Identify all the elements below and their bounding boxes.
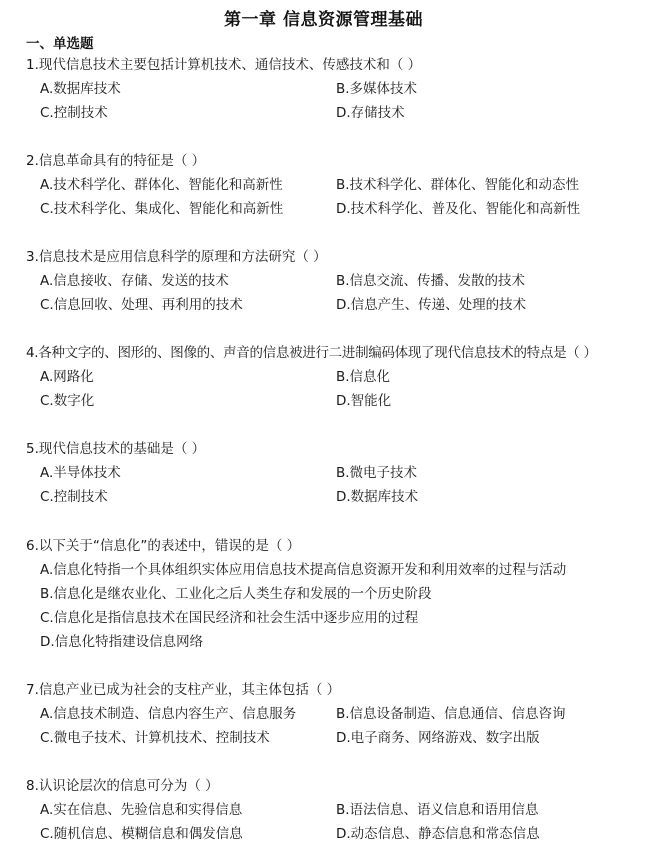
option-b: B.信息设备制造、信息通信、信息咨询	[336, 706, 566, 722]
option-a: A.信息接收、存储、发送的技术	[40, 273, 229, 289]
options	[26, 702, 641, 750]
option-d: D.数据库技术	[336, 489, 419, 505]
question-stem: 4.各种文字的、图形的、图像的、声音的信息被进行二进制编码体现了现代信息技术的特点是（ ）	[26, 345, 597, 361]
option-c: C.数字化	[40, 393, 95, 409]
option-a: A.网路化	[40, 369, 94, 385]
option-d: D.智能化	[336, 393, 392, 409]
option-b: B.语法信息、语义信息和语用信息	[336, 802, 539, 818]
option-c: C.信息化是指信息技术在国民经济和社会生活中逐步应用的过程	[40, 610, 419, 626]
option-a: A.数据库技术	[40, 81, 121, 97]
options	[26, 173, 641, 221]
option-c: C.控制技术	[40, 489, 108, 505]
option-c: C.技术科学化、集成化、智能化和高新性	[40, 201, 284, 217]
question-4	[26, 341, 641, 413]
question-stem: 5.现代信息技术的基础是（ ）	[26, 441, 206, 457]
option-a: A.信息化特指一个具体组织实体应用信息技术提高信息资源开发和利用效率的过程与活动	[40, 562, 567, 578]
option-b: B.多媒体技术	[336, 81, 418, 97]
option-b: B.技术科学化、群体化、智能化和动态性	[336, 177, 580, 193]
option-d: D.信息产生、传递、处理的技术	[336, 297, 527, 313]
options	[26, 269, 641, 317]
option-d: D.技术科学化、普及化、智能化和高新性	[336, 201, 581, 217]
option-d: D.动态信息、静态信息和常态信息	[336, 826, 540, 842]
options	[26, 365, 641, 413]
question-stem: 6.以下关于“信息化”的表述中，错误的是（ ）	[26, 538, 301, 554]
question-3	[26, 245, 641, 317]
option-d: D.信息化特指建设信息网络	[40, 634, 204, 650]
chapter-title: 第一章 信息资源管理基础	[224, 10, 423, 30]
question-stem: 7.信息产业已成为社会的支柱产业，其主体包括（ ）	[26, 682, 341, 698]
option-a: A.实在信息、先验信息和实得信息	[40, 802, 243, 818]
option-c: C.微电子技术、计算机技术、控制技术	[40, 730, 270, 746]
question-7	[26, 678, 641, 750]
option-b: B.微电子技术	[336, 465, 418, 481]
option-a: A.半导体技术	[40, 465, 121, 481]
option-b: B.信息化是继农业化、工业化之后人类生存和发展的一个历史阶段	[40, 586, 432, 602]
option-c: C.控制技术	[40, 105, 108, 121]
option-b: B.信息交流、传播、发散的技术	[336, 273, 526, 289]
question-stem: 8.认识论层次的信息可分为（ ）	[26, 778, 219, 794]
question-stem: 1.现代信息技术主要包括计算机技术、通信技术、传感技术和（ ）	[26, 57, 422, 73]
option-c: C.随机信息、模糊信息和偶发信息	[40, 826, 243, 842]
option-d: D.存储技术	[336, 105, 405, 121]
option-b: B.信息化	[336, 369, 391, 385]
question-8	[26, 774, 641, 846]
option-d: D.电子商务、网络游戏、数字出版	[336, 730, 540, 746]
question-1	[26, 53, 641, 125]
question-6	[26, 534, 641, 654]
question-2	[26, 149, 641, 221]
section-heading: 一、单选题	[26, 36, 94, 52]
question-stem: 2.信息革命具有的特征是（ ）	[26, 153, 206, 169]
question-stem: 3.信息技术是应用信息科学的原理和方法研究（ ）	[26, 249, 327, 265]
question-5	[26, 437, 641, 509]
option-a: A.技术科学化、群体化、智能化和高新性	[40, 177, 283, 193]
option-a: A.信息技术制造、信息内容生产、信息服务	[40, 706, 297, 722]
option-c: C.信息回收、处理、再利用的技术	[40, 297, 243, 313]
options	[26, 461, 641, 509]
options	[26, 77, 641, 125]
options	[26, 798, 641, 846]
options	[26, 558, 641, 654]
